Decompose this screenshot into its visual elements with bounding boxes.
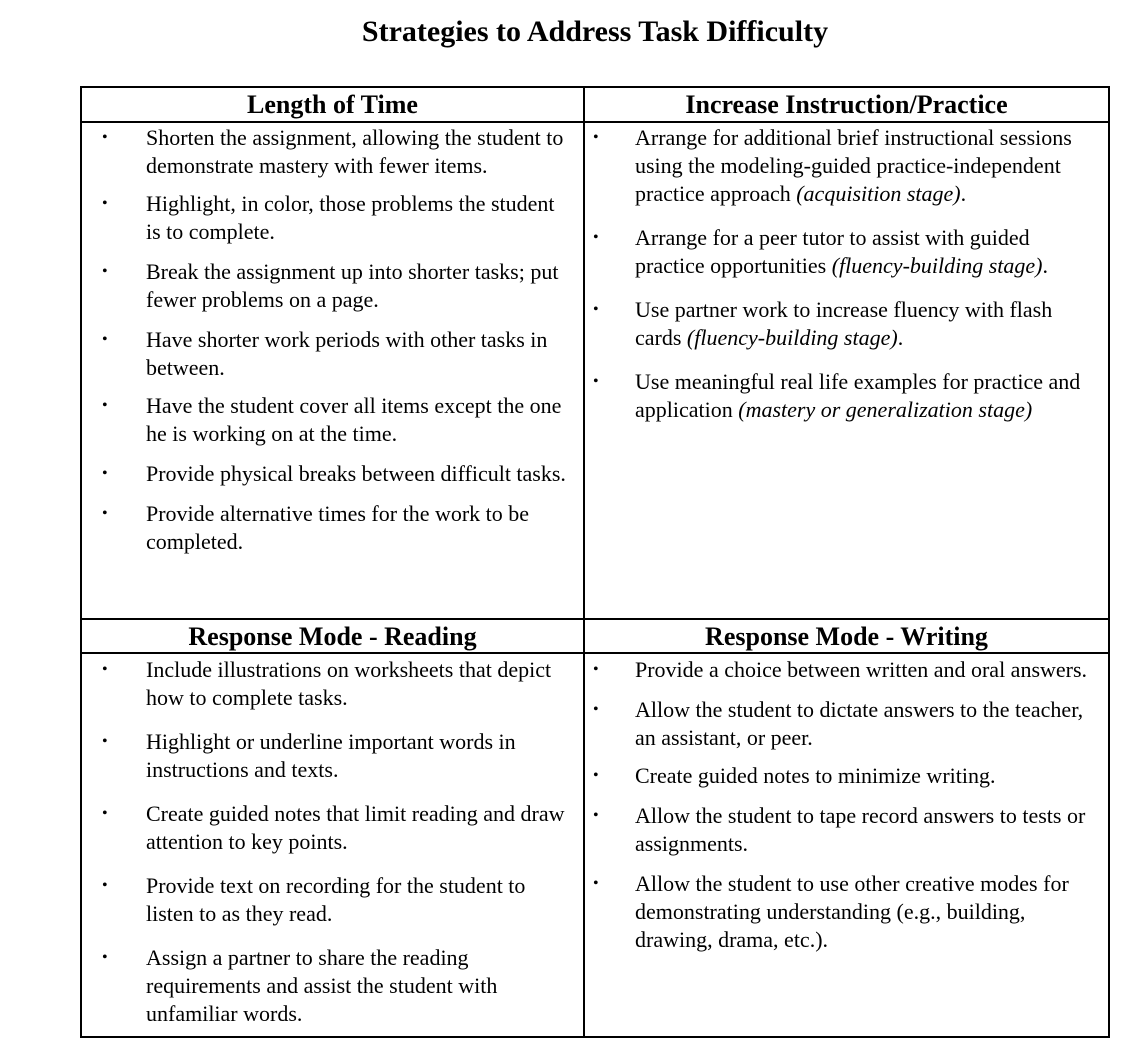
list-item-text: Highlight, in color, those problems the student is to complete. <box>146 191 555 244</box>
bullet-icon: • <box>102 805 108 822</box>
page-title: Strategies to Address Task Difficulty <box>361 15 829 48</box>
list-item <box>82 500 572 556</box>
bullet-icon: • <box>102 263 108 280</box>
bullet-icon: • <box>593 301 599 318</box>
list-response-reading <box>82 656 572 1028</box>
list-item <box>82 124 572 180</box>
list-item-text: Arrange for a peer tutor to assist with guided practice opportunities <box>635 225 1030 278</box>
list-item <box>585 296 1100 352</box>
list-item <box>82 190 572 246</box>
bullet-icon: • <box>102 661 108 678</box>
punctuation: . <box>1042 253 1048 278</box>
bullet-icon: • <box>102 465 108 482</box>
bullet-icon: • <box>102 505 108 522</box>
bullet-icon: • <box>102 877 108 894</box>
list-item <box>585 696 1100 752</box>
header-increase-instruction: Increase Instruction/Practice <box>685 90 1008 119</box>
list-length-of-time <box>82 124 572 556</box>
list-item-text: Create guided notes that limit reading and draw attention to key points. <box>146 801 565 854</box>
list-item <box>82 656 572 712</box>
list-item <box>82 728 572 784</box>
list-item-text: Provide a choice between written and oral answers. <box>635 657 1088 682</box>
list-item <box>82 258 572 314</box>
bullet-icon: • <box>102 949 108 966</box>
list-item-text: Provide alternative times for the work to be completed. <box>146 501 530 554</box>
bullet-icon: • <box>593 661 599 678</box>
list-item <box>585 368 1100 424</box>
bullet-icon: • <box>593 701 599 718</box>
list-item-text: Assign a partner to share the reading requirements and assist the student with unfamiliar words. <box>146 945 498 1026</box>
list-item-text: Allow the student to tape record answers to tests or assignments. <box>635 803 1086 856</box>
list-item <box>82 800 572 856</box>
section-divider <box>82 618 1108 620</box>
list-item <box>82 944 572 1028</box>
bullet-icon: • <box>593 767 599 784</box>
list-item-text: Provide text on recording for the student to listen to as they read. <box>146 873 526 926</box>
bullet-icon: • <box>593 807 599 824</box>
bullet-icon: • <box>593 129 599 146</box>
bullet-icon: • <box>102 733 108 750</box>
list-item <box>82 326 572 382</box>
list-item-text: Shorten the assignment, allowing the student to demonstrate mastery with fewer items. <box>146 125 564 178</box>
list-item <box>585 802 1100 858</box>
stage-note: (mastery or generalization stage) <box>738 397 1033 422</box>
header-response-reading: Response Mode - Reading <box>188 622 477 651</box>
bullet-icon: • <box>102 331 108 348</box>
list-item-text: Include illustrations on worksheets that depict how to complete tasks. <box>146 657 552 710</box>
stage-note: (acquisition stage) <box>796 181 961 206</box>
list-item-text: Create guided notes to minimize writing. <box>635 763 996 788</box>
list-item <box>585 656 1100 684</box>
list-item <box>82 460 572 488</box>
bullet-icon: • <box>593 373 599 390</box>
header-length-of-time: Length of Time <box>247 90 418 119</box>
list-item <box>585 870 1100 954</box>
list-item-text: Highlight or underline important words in instructions and texts. <box>146 729 516 782</box>
list-item <box>585 124 1100 208</box>
list-item <box>585 762 1100 790</box>
strategies-table <box>80 86 1110 1038</box>
bullet-icon: • <box>102 397 108 414</box>
list-item-text: Break the assignment up into shorter tasks; put fewer problems on a page. <box>146 259 559 312</box>
stage-note: (fluency-building stage) <box>686 325 898 350</box>
bullet-icon: • <box>102 129 108 146</box>
list-item-text: Arrange for additional brief instructional sessions using the modeling-guided practice-independent practice approach <box>635 125 1072 206</box>
bullet-icon: • <box>593 229 599 246</box>
punctuation: . <box>960 181 967 206</box>
list-item-text: Have shorter work periods with other tasks in between. <box>146 327 548 380</box>
list-item-text: Have the student cover all items except the one he is working on at the time. <box>146 393 562 446</box>
bullet-icon: • <box>102 195 108 212</box>
bullet-icon: • <box>593 875 599 892</box>
list-item-text: Allow the student to use other creative modes for demonstrating understanding (e.g., building, drawing, drama, etc.). <box>635 871 1069 952</box>
punctuation: . <box>897 325 904 350</box>
list-increase-instruction <box>585 124 1100 424</box>
list-item-text: Use partner work to increase fluency with flash cards <box>635 297 1053 350</box>
list-item <box>82 392 572 448</box>
list-item <box>585 224 1100 280</box>
stage-note: (fluency-building stage) <box>831 253 1043 278</box>
list-response-writing <box>585 656 1100 954</box>
list-item-text: Use meaningful real life examples for practice and application <box>635 369 1081 422</box>
list-item <box>82 872 572 928</box>
list-item-text: Allow the student to dictate answers to the teacher, an assistant, or peer. <box>635 697 1084 750</box>
header-divider-top <box>82 121 1108 123</box>
header-response-writing: Response Mode - Writing <box>705 622 988 651</box>
list-item-text: Provide physical breaks between difficult tasks. <box>146 461 566 486</box>
